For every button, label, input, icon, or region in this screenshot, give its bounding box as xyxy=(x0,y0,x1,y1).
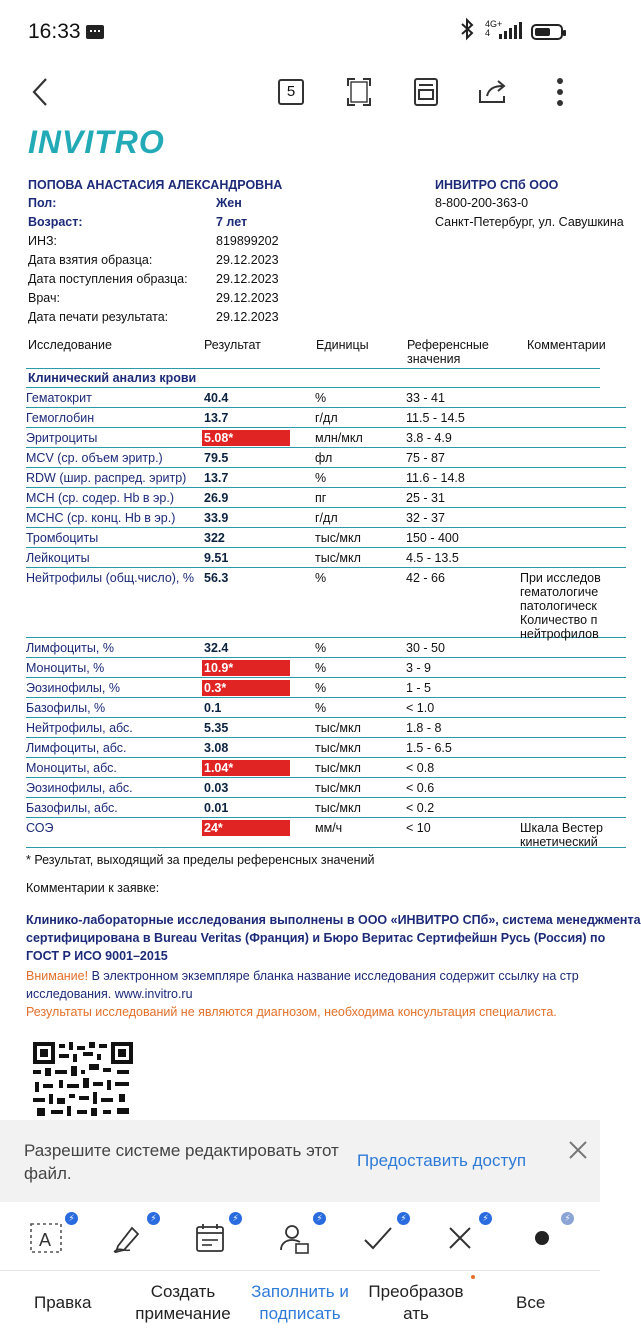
result-value: 26.9 xyxy=(204,491,229,505)
result-reference: 3.8 - 4.9 xyxy=(406,431,452,445)
result-reference: 3 - 9 xyxy=(406,661,432,675)
svg-text:A: A xyxy=(39,1230,52,1250)
patient-field-value: 29.12.2023 xyxy=(216,310,279,324)
result-unit: г/дл xyxy=(315,411,338,425)
table-row[interactable] xyxy=(26,448,626,468)
invitro-logo: INVITRO xyxy=(28,124,165,160)
table-row[interactable] xyxy=(26,658,626,678)
result-reference: 75 - 87 xyxy=(406,451,445,465)
close-icon xyxy=(568,1140,588,1160)
table-row[interactable] xyxy=(26,698,626,718)
patient-field-value: 7 лет xyxy=(216,215,248,229)
result-value: 33.9 xyxy=(204,511,229,525)
certification-line-2: сертифицирована в Bureau Veritas (Франция) и Бюро Веритас Сертифейшн Русь (Россия) по xyxy=(26,931,606,945)
result-value: 3.08 xyxy=(204,741,229,755)
chevron-left-icon xyxy=(30,77,50,107)
patient-field-label: Возраст: xyxy=(28,215,83,229)
result-name: Гемоглобин xyxy=(26,411,95,425)
attention-text-2[interactable]: исследования. www.invitro.ru xyxy=(26,987,193,1001)
grant-access-button[interactable]: Предоставить доступ xyxy=(357,1151,527,1170)
header-comments: Комментарии xyxy=(527,338,606,352)
lab-phone: 8-800-200-363-0 xyxy=(435,196,529,210)
premium-badge-icon: ⚡ xyxy=(65,1212,78,1225)
premium-badge-icon: ⚡ xyxy=(561,1212,574,1225)
section-title: Клинический анализ крови xyxy=(28,371,197,385)
result-name: Моноциты, % xyxy=(26,661,105,675)
result-unit: % xyxy=(315,571,327,585)
result-reference: < 0.6 xyxy=(406,781,435,795)
result-unit: % xyxy=(315,641,327,655)
result-value: 9.51 xyxy=(204,551,229,565)
clock: 16:33 xyxy=(28,20,81,43)
table-row[interactable] xyxy=(26,568,626,641)
certification-line-1: Клинико-лабораторные исследования выполнены в ООО «ИНВИТРО СПб», система менеджмента xyxy=(26,913,641,927)
header-units: Единицы xyxy=(316,338,369,352)
result-value: 322 xyxy=(204,531,225,545)
result-name: Эозинофилы, абс. xyxy=(26,781,133,795)
result-name: RDW (шир. распред. эритр) xyxy=(26,471,187,485)
result-reference: 42 - 66 xyxy=(406,571,445,585)
message-notification-icon xyxy=(86,25,104,39)
cross-tool[interactable] xyxy=(442,1213,489,1256)
nav-convert[interactable]: Преобразов ать xyxy=(368,1282,464,1323)
fullscreen-icon xyxy=(346,77,372,107)
initials-tool[interactable] xyxy=(276,1213,323,1256)
result-reference: 1.8 - 8 xyxy=(406,721,442,735)
result-comment: Шкала Вестер кинетический xyxy=(520,821,603,849)
signature-tool[interactable] xyxy=(110,1213,157,1256)
text-box-icon xyxy=(28,1220,64,1256)
result-name: Гематокрит xyxy=(26,391,92,405)
certification-line-3: ГОСТ Р ИСО 9001–2015 xyxy=(26,949,168,963)
result-comment: При исследов гематологиче патологическ Количество п нейтрофилов xyxy=(520,571,601,641)
result-unit: тыс/мкл xyxy=(315,741,361,755)
result-unit: тыс/мкл xyxy=(315,531,361,545)
result-name: Лимфоциты, абс. xyxy=(26,741,127,755)
table-row[interactable] xyxy=(26,638,626,658)
annotation-tools xyxy=(0,1202,600,1270)
nav-create-note[interactable]: Создать примечание xyxy=(135,1282,231,1323)
result-name: Базофилы, % xyxy=(26,701,106,715)
qr-code xyxy=(33,1042,133,1118)
banner-message: Разрешите системе редактировать этот файл. xyxy=(24,1141,339,1183)
table-row[interactable] xyxy=(26,818,626,848)
table-row[interactable] xyxy=(26,528,626,548)
result-unit: млн/мкл xyxy=(315,431,363,445)
nav-edit[interactable]: Правка xyxy=(34,1293,92,1312)
result-value: 40.4 xyxy=(204,391,229,405)
result-name: Моноциты, абс. xyxy=(26,761,117,775)
more-options-button[interactable] xyxy=(550,72,570,112)
patient-field-label: Дата печати результата: xyxy=(28,310,169,324)
page-count-button[interactable] xyxy=(276,72,306,112)
result-unit: % xyxy=(315,391,327,405)
result-unit: мм/ч xyxy=(315,821,343,835)
more-vertical-icon xyxy=(556,77,564,107)
result-value: 56.3 xyxy=(204,571,229,585)
result-name: Базофилы, абс. xyxy=(26,801,118,815)
result-unit: г/дл xyxy=(315,511,338,525)
share-icon xyxy=(477,78,509,106)
result-value: 32.4 xyxy=(204,641,229,655)
bluetooth-icon xyxy=(460,18,474,46)
result-unit: пг xyxy=(315,491,327,505)
nav-all[interactable]: Все xyxy=(516,1293,546,1312)
result-unit: % xyxy=(315,701,327,715)
result-name: MCV (ср. объем эритр.) xyxy=(26,451,163,465)
signal-icon xyxy=(497,21,523,41)
patient-field-value: 29.12.2023 xyxy=(216,272,279,286)
disclaimer: Результаты исследований не являются диагнозом, необходима консультация специалиста. xyxy=(26,1005,557,1019)
result-unit: тыс/мкл xyxy=(315,721,361,735)
patient-name: ПОПОВА АНАСТАСИЯ АЛЕКСАНДРОВНА xyxy=(28,178,283,192)
nav-fill-sign[interactable]: Заполнить и подписать xyxy=(251,1282,349,1323)
result-unit: % xyxy=(315,661,327,675)
premium-badge-icon: ⚡ xyxy=(313,1212,326,1225)
result-unit: фл xyxy=(315,451,333,465)
result-unit: тыс/мкл xyxy=(315,801,361,815)
patient-field-label: Дата поступления образца: xyxy=(28,272,188,286)
table-row[interactable] xyxy=(26,678,626,698)
result-name: MCHC (ср. конц. Hb в эр.) xyxy=(26,511,176,525)
premium-badge-icon: ⚡ xyxy=(147,1212,160,1225)
result-value: 13.7 xyxy=(204,411,229,425)
request-comments: Комментарии к заявке: xyxy=(26,881,160,895)
pen-sign-icon xyxy=(110,1220,146,1256)
result-value-flagged: 5.08* xyxy=(202,430,290,446)
table-row[interactable] xyxy=(26,718,626,738)
reader-mode-button[interactable] xyxy=(410,72,442,112)
fullscreen-button[interactable] xyxy=(344,72,374,112)
patient-field-value: 29.12.2023 xyxy=(216,253,279,267)
patient-field-label: ИНЗ: xyxy=(28,234,58,248)
checkmark-icon xyxy=(360,1220,396,1256)
result-unit: % xyxy=(315,471,327,485)
result-name: Нейтрофилы, абс. xyxy=(26,721,133,735)
table-row[interactable] xyxy=(26,428,626,448)
back-button[interactable] xyxy=(24,72,56,112)
table-row[interactable] xyxy=(26,798,626,818)
result-name: Эритроциты xyxy=(26,431,98,445)
document-view-icon xyxy=(413,77,439,107)
result-unit: тыс/мкл xyxy=(315,761,361,775)
attention-text: В электронном экземпляре бланка название исследования содержит ссылку на стр xyxy=(88,969,579,983)
header-reference: Референсные значения xyxy=(407,338,489,366)
pdf-document[interactable] xyxy=(0,124,641,1120)
person-card-icon xyxy=(276,1220,312,1256)
table-row[interactable] xyxy=(26,738,626,758)
result-reference: 1 - 5 xyxy=(406,681,432,695)
result-name: Нейтрофилы (общ.число), % xyxy=(26,571,194,585)
network-type: 4G+ 4 xyxy=(485,19,503,38)
patient-field-label: Врач: xyxy=(28,291,60,305)
result-reference: 11.5 - 14.5 xyxy=(406,411,465,425)
result-value: 13.7 xyxy=(204,471,229,485)
status-bar xyxy=(0,0,600,62)
bottom-navigation xyxy=(0,1270,600,1333)
result-unit: % xyxy=(315,681,327,695)
footnote: * Результат, выходящий за пределы референсных значений xyxy=(26,853,375,867)
checkmark-tool[interactable] xyxy=(360,1213,407,1256)
attention-label: Внимание! xyxy=(26,969,89,983)
table-row[interactable] xyxy=(26,778,626,798)
result-value-flagged: 10.9* xyxy=(202,660,290,676)
patient-field-label: Дата взятия образца: xyxy=(28,253,153,267)
result-name: Тромбоциты xyxy=(26,531,99,545)
cross-icon xyxy=(442,1220,478,1256)
viewer-toolbar xyxy=(0,62,600,124)
patient-field-value: 29.12.2023 xyxy=(216,291,279,305)
result-value: 0.01 xyxy=(204,801,229,815)
result-reference: < 1.0 xyxy=(406,701,435,715)
patient-field-value: Жен xyxy=(216,196,242,210)
patient-field-value: 819899202 xyxy=(216,234,279,248)
table-row[interactable] xyxy=(26,388,626,408)
result-value: 0.03 xyxy=(204,781,229,795)
patient-field-label: Пол: xyxy=(28,196,57,210)
table-header-rule xyxy=(26,368,600,369)
result-name: Лимфоциты, % xyxy=(26,641,114,655)
result-unit: тыс/мкл xyxy=(315,781,361,795)
table-row[interactable] xyxy=(26,548,626,568)
table-row[interactable] xyxy=(26,488,626,508)
dot-tool[interactable] xyxy=(524,1213,571,1256)
result-reference: 4.5 - 13.5 xyxy=(406,551,459,565)
result-reference: 33 - 41 xyxy=(406,391,445,405)
premium-badge-icon: ⚡ xyxy=(479,1212,492,1225)
date-tool[interactable] xyxy=(192,1213,239,1256)
result-reference: 1.5 - 6.5 xyxy=(406,741,452,755)
result-name: Лейкоциты xyxy=(26,551,90,565)
result-value: 5.35 xyxy=(204,721,229,735)
result-reference: 30 - 50 xyxy=(406,641,445,655)
result-reference: 32 - 37 xyxy=(406,511,445,525)
premium-badge-icon: ⚡ xyxy=(229,1212,242,1225)
premium-badge-icon: ⚡ xyxy=(397,1212,410,1225)
notification-dot xyxy=(471,1275,475,1279)
result-value-flagged: 24* xyxy=(202,820,290,836)
result-reference: 150 - 400 xyxy=(406,531,459,545)
result-name: СОЭ xyxy=(26,821,54,835)
result-value: 0.1 xyxy=(204,701,222,715)
dot-icon xyxy=(524,1220,560,1256)
result-value: 79.5 xyxy=(204,451,229,465)
result-name: Эозинофилы, % xyxy=(26,681,120,695)
table-row[interactable] xyxy=(26,508,626,528)
result-value-flagged: 0.3* xyxy=(202,680,290,696)
lab-name: ИНВИТРО СПб ООО xyxy=(435,178,559,192)
battery-icon xyxy=(531,24,563,40)
lab-address: Санкт-Петербург, ул. Савушкина xyxy=(435,215,624,229)
permission-banner xyxy=(0,1120,600,1202)
result-reference: 11.6 - 14.8 xyxy=(406,471,465,485)
share-button[interactable] xyxy=(476,72,510,112)
result-reference: < 10 xyxy=(406,821,431,835)
header-study: Исследование xyxy=(28,338,112,352)
table-row[interactable] xyxy=(26,468,626,488)
header-result: Результат xyxy=(204,338,261,352)
text-box-tool[interactable] xyxy=(28,1213,75,1256)
result-name: MCH (ср. содер. Hb в эр.) xyxy=(26,491,174,505)
close-banner-button[interactable] xyxy=(568,1136,588,1167)
table-row[interactable] xyxy=(26,408,626,428)
result-value-flagged: 1.04* xyxy=(202,760,290,776)
result-reference: < 0.8 xyxy=(406,761,435,775)
result-unit: тыс/мкл xyxy=(315,551,361,565)
result-reference: < 0.2 xyxy=(406,801,435,815)
attention-note xyxy=(26,969,579,983)
result-reference: 25 - 31 xyxy=(406,491,445,505)
page-count: 5 xyxy=(278,79,304,105)
table-row[interactable] xyxy=(26,758,626,778)
calendar-icon xyxy=(192,1220,228,1256)
